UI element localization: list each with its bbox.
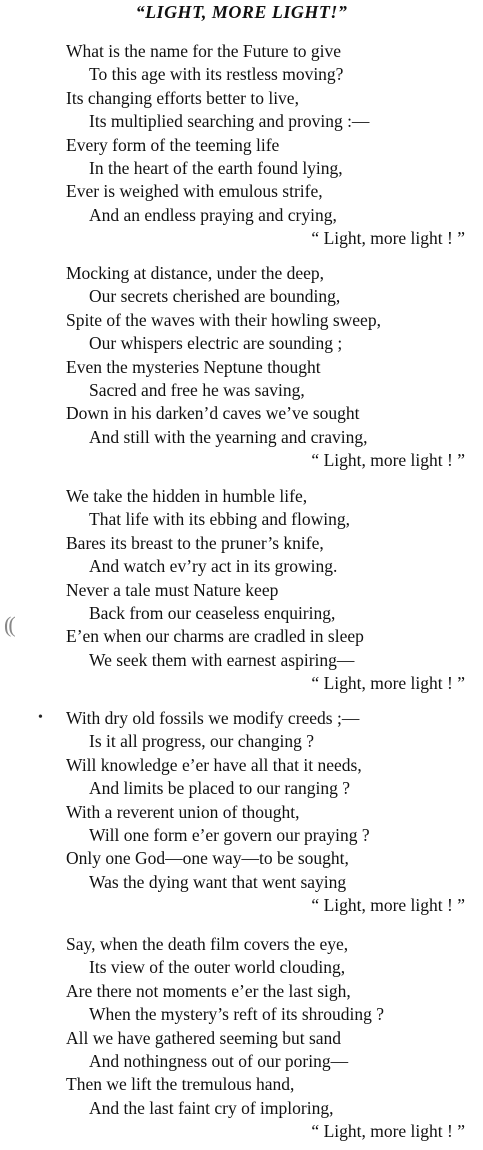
poem-line: Ever is weighed with emulous strife,: [66, 181, 323, 202]
stanza-1: [0, 40, 483, 251]
poem-line: Will one form e’er govern our praying ?: [89, 824, 370, 845]
bullet-mark: •: [38, 710, 43, 725]
stanza-3: [0, 485, 483, 696]
poem-line: Even the mysteries Neptune thought: [66, 356, 321, 377]
poem-line: Will knowledge e’er have all that it needs,: [66, 754, 362, 775]
poem-line: Spite of the waves with their howling sweep,: [66, 309, 381, 330]
refrain-line: “ Light, more light ! ”: [311, 450, 465, 471]
refrain-line: “ Light, more light ! ”: [311, 1121, 465, 1142]
poem-line: Our whispers electric are sounding ;: [89, 333, 343, 354]
poem-line: Say, when the death film covers the eye,: [66, 934, 349, 954]
poem-line: Every form of the teeming life: [66, 134, 280, 155]
poem-line: Was the dying want that went saying: [89, 871, 347, 892]
refrain-line: “ Light, more light ! ”: [311, 895, 465, 916]
poem-line: And the last faint cry of imploring,: [89, 1097, 334, 1118]
poem-line: In the heart of the earth found lying,: [89, 157, 343, 178]
poem-line: Is it all progress, our changing ?: [89, 731, 315, 752]
poem-line: Are there not moments e’er the last sigh,: [66, 980, 351, 1001]
poem-line: Back from our ceaseless enquiring,: [89, 602, 336, 623]
poem-line: With a reverent union of thought,: [66, 801, 300, 822]
poem-line: Down in his darken’d caves we’ve sought: [66, 403, 360, 424]
poem-line: Mocking at distance, under the deep,: [66, 263, 325, 283]
poem-line: And an endless praying and crying,: [89, 204, 337, 225]
poem-title: “LIGHT, MORE LIGHT!”: [135, 2, 348, 22]
poem-line: Its multiplied searching and proving :—: [89, 111, 370, 132]
poem-line: E’en when our charms are cradled in sleep: [66, 626, 364, 647]
poem-line: We take the hidden in humble life,: [66, 486, 308, 506]
poem-line: Then we lift the tremulous hand,: [66, 1074, 295, 1095]
stanza-2: [0, 262, 483, 473]
poem-line: We seek them with earnest aspiring—: [89, 649, 355, 670]
refrain-line: “ Light, more light ! ”: [311, 673, 465, 694]
poem-line: And still with the yearning and craving,: [89, 426, 368, 447]
poem-line: Our secrets cherished are bounding,: [89, 286, 341, 307]
poem-line: Its view of the outer world clouding,: [89, 957, 346, 978]
poem-line: All we have gathered seeming but sand: [66, 1027, 342, 1048]
margin-smudge: ((: [4, 612, 13, 637]
poem-line: And nothingness out of our poring—: [89, 1050, 349, 1071]
poem-line: Sacred and free he was saving,: [89, 379, 305, 400]
poem-line: When the mystery’s reft of its shrouding ?: [89, 1004, 385, 1025]
poem-line: And limits be placed to our ranging ?: [89, 778, 350, 799]
poem-line: Its changing efforts better to live,: [66, 87, 299, 108]
stanza-4: [0, 707, 483, 918]
poem-line: To this age with its restless moving?: [89, 64, 344, 85]
poem-line: With dry old fossils we modify creeds ;—: [66, 708, 360, 728]
poem-line: That life with its ebbing and flowing,: [89, 509, 350, 530]
poem-line: Only one God—one way—to be sought,: [66, 848, 349, 869]
refrain-line: “ Light, more light ! ”: [311, 228, 465, 249]
poem-line: Bares its breast to the pruner’s knife,: [66, 532, 324, 553]
poem-line: What is the name for the Future to give: [66, 41, 342, 61]
poem-line: Never a tale must Nature keep: [66, 579, 279, 600]
poem-line: And watch ev’ry act in its growing.: [89, 556, 338, 577]
stanza-5: [0, 933, 483, 1144]
